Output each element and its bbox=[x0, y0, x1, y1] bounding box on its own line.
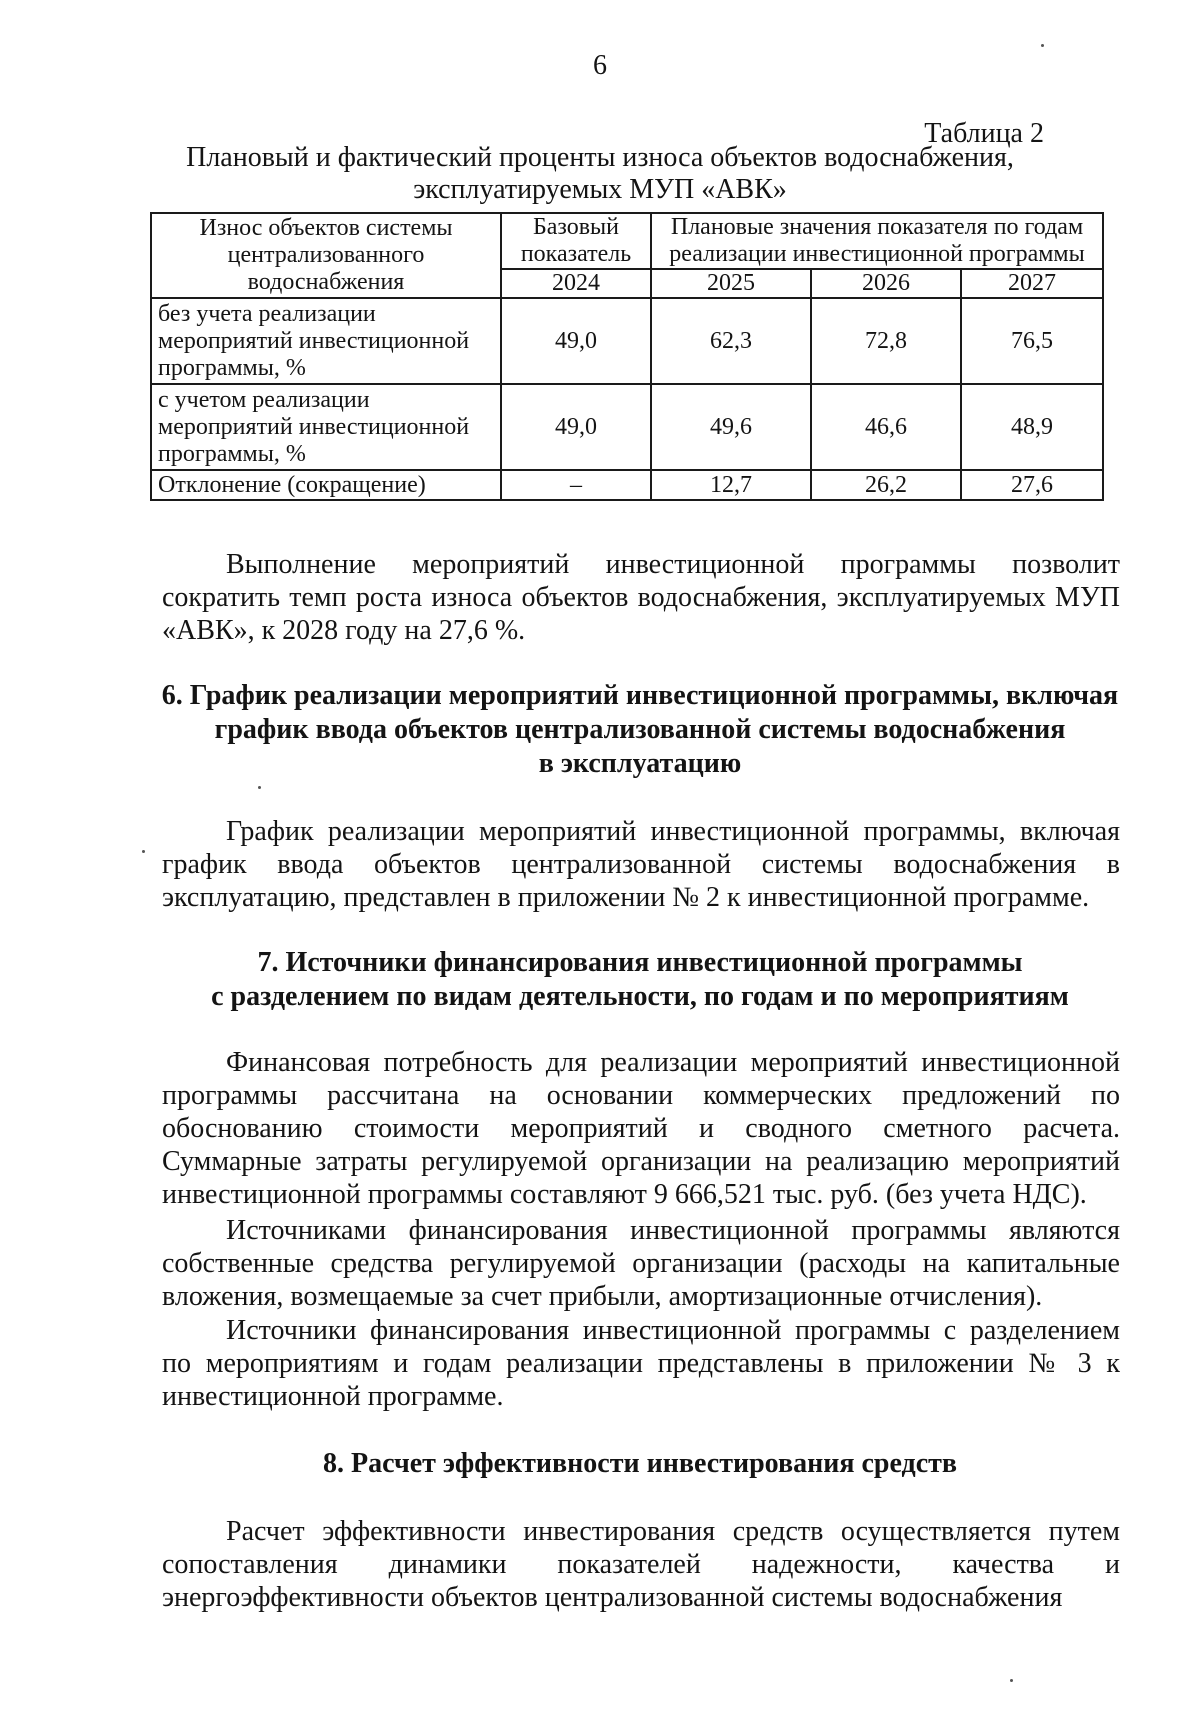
cell-value: 49,6 bbox=[651, 384, 811, 470]
scan-speck bbox=[142, 850, 145, 853]
paragraph bbox=[162, 1314, 1120, 1413]
paragraph-text: Источниками финансирования инвестиционной программы являются собственные средства регулируемой организации (расходы на капитальные вложения, возмещаемые за счет прибыли, амортизационные отчисления). bbox=[162, 1215, 1120, 1312]
cell-value: 26,2 bbox=[811, 470, 961, 500]
table-row bbox=[151, 470, 1103, 500]
scan-speck bbox=[1041, 44, 1044, 47]
cell-value: 76,5 bbox=[961, 298, 1103, 384]
header-planned-values: Плановые значения показателя по годам реализации инвестиционной программы bbox=[651, 213, 1103, 269]
paragraph-text: Выполнение мероприятий инвестиционной программы позволит сократить темп роста износа объектов водоснабжения, эксплуатируемых МУП «АВК», к 2028 году на 27,6 %. bbox=[162, 549, 1120, 646]
table-title-line: Плановый и фактический проценты износа объектов водоснабжения, bbox=[186, 142, 1014, 173]
heading-line: с разделением по видам деятельности, по годам и по мероприятиям bbox=[211, 981, 1069, 1012]
header-year-2026: 2026 bbox=[811, 269, 961, 298]
cell-value: 62,3 bbox=[651, 298, 811, 384]
page-number: 6 bbox=[593, 50, 607, 81]
paragraph bbox=[162, 1046, 1120, 1211]
paragraph bbox=[162, 1214, 1120, 1313]
heading-line: в эксплуатацию bbox=[538, 748, 742, 779]
table-row bbox=[151, 298, 1103, 384]
header-year-2027: 2027 bbox=[961, 269, 1103, 298]
paragraph bbox=[162, 1515, 1120, 1614]
table-title-line: эксплуатируемых МУП «АВК» bbox=[413, 174, 787, 205]
cell-value: 12,7 bbox=[651, 470, 811, 500]
header-year-2025: 2025 bbox=[651, 269, 811, 298]
heading-line: 7. Источники финансирования инвестиционной программы bbox=[257, 947, 1023, 978]
wear-table bbox=[150, 212, 1104, 501]
header-wear-objects: Износ объектов системы централизованного водоснабжения bbox=[151, 213, 501, 298]
cell-value: 48,9 bbox=[961, 384, 1103, 470]
cell-value: 46,6 bbox=[811, 384, 961, 470]
section-heading: 8. Расчет эффективности инвестирования средств bbox=[322, 1448, 958, 1479]
row-label: Отклонение (сокращение) bbox=[151, 470, 501, 500]
heading-line: 6. График реализации мероприятий инвестиционной программы, включая bbox=[161, 680, 1119, 711]
paragraph-text: Расчет эффективности инвестирования средств осуществляется путем сопоставления динамики показателей надежности, качества и энергоэффективности объектов централизованной системы водоснабжения bbox=[162, 1516, 1120, 1613]
cell-value: 27,6 bbox=[961, 470, 1103, 500]
table-row bbox=[151, 384, 1103, 470]
heading-line: график ввода объектов централизованной системы водоснабжения bbox=[214, 714, 1066, 745]
cell-value: 72,8 bbox=[811, 298, 961, 384]
section-heading bbox=[150, 679, 1130, 781]
paragraph-text: График реализации мероприятий инвестиционной программы, включая график ввода объектов централизованной системы водоснабжения в эксплуатацию, представлен в приложении № 2 к инвестиционной программе. bbox=[162, 816, 1120, 913]
cell-value: 49,0 bbox=[501, 384, 651, 470]
cell-value: 49,0 bbox=[501, 298, 651, 384]
header-year-2024: 2024 bbox=[501, 269, 651, 298]
table-label: Таблица 2 bbox=[924, 118, 1044, 149]
table-title bbox=[140, 142, 1060, 206]
scan-speck bbox=[1010, 1679, 1013, 1682]
section-heading bbox=[150, 946, 1130, 1014]
row-label: без учета реализации мероприятий инвестиционной программы, % bbox=[151, 298, 501, 384]
cell-value: – bbox=[501, 470, 651, 500]
header-base-indicator: Базовый показатель bbox=[501, 213, 651, 269]
paragraph-text: Источники финансирования инвестиционной программы с разделением по мероприятиям и годам реализации представлены в приложении № 3 к инвестиционной программе. bbox=[162, 1315, 1120, 1412]
paragraph bbox=[162, 815, 1120, 914]
paragraph bbox=[162, 548, 1120, 647]
scan-speck bbox=[258, 786, 261, 789]
paragraph-text: Финансовая потребность для реализации мероприятий инвестиционной программы рассчитана на основании коммерческих предложений по обоснованию стоимости мероприятий и сводного сметного расчета. Суммарные затраты регулируемой организации на реализацию мероприятий инвестиционной программы составляют 9 666,521 тыс. руб. (без учета НДС). bbox=[162, 1047, 1120, 1210]
row-label: с учетом реализации мероприятий инвестиционной программы, % bbox=[151, 384, 501, 470]
